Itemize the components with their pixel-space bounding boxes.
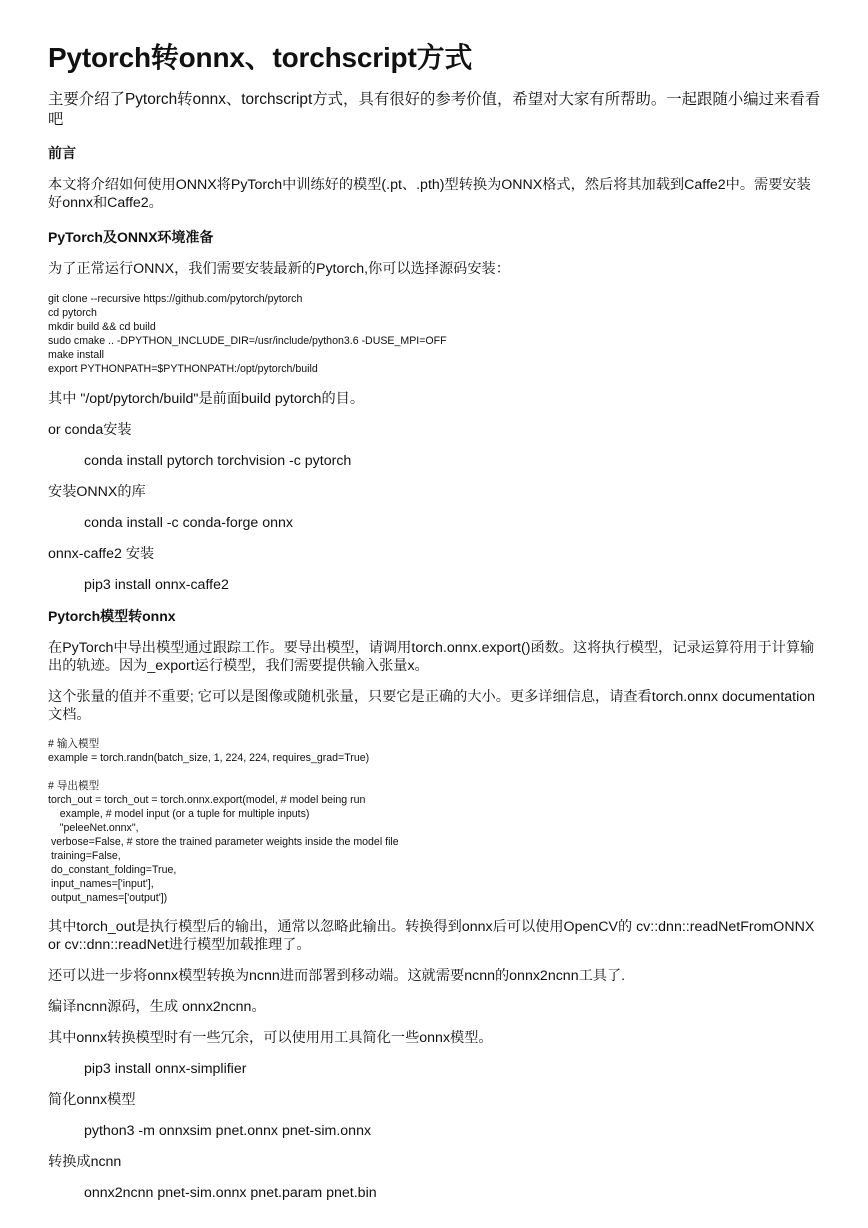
env-paragraph: 为了正常运行ONNX，我们需要安装最新的Pytorch,你可以选择源码安装： [48, 261, 510, 277]
page-title: Pytorch转onnx、torchscript方式 [48, 42, 473, 73]
conda-label: or conda安装 [48, 422, 132, 438]
build-note: 其中 "/opt/pytorch/build"是前面build pytorch的目。 [48, 391, 365, 407]
env-heading: PyTorch及ONNX环境准备 [48, 229, 214, 245]
after-paragraph-1: 其中torch_out是执行模型后的输出，通常以忽略此输出。转换得到onnx后可以使用OpenCV的 cv::dnn::readNetFromONNX or cv::dnn::readNet进行模型加载推理了。 [48, 919, 815, 953]
onnx-lib-label: 安装ONNX的库 [48, 484, 146, 500]
after-paragraph-2: 还可以进一步将onnx模型转换为ncnn进而部署到移动端。这就需要ncnn的onnx2ncnn工具了. [48, 968, 626, 984]
after-paragraph-4: 其中onnx转换模型时有一些冗余，可以使用用工具简化一些onnx模型。 [48, 1030, 493, 1046]
export-paragraph-1: 在PyTorch中导出模型通过跟踪工作。要导出模型，请调用torch.onnx.export()函数。这将执行模型，记录运算符用于计算输出的轨迹。因为_export运行模型，我们需要提供输入张量x。 [48, 640, 815, 674]
onnx-caffe2-command: pip3 install onnx-caffe2 [84, 577, 229, 593]
build-code-block: git clone --recursive https://github.com/pytorch/pytorch cd pytorch mkdir build && cd build sudo cmake .. -DPYTHON_INCLUDE_DIR=/usr/include/python3.6 -DUSE_MPI=OFF make install export PYTHONPATH=$PYTHONPATH:/opt/pytorch/build [48, 293, 447, 375]
article-body [48, 90, 823, 1202]
intro-paragraph: 主要介绍了Pytorch转onnx、torchscript方式，具有很好的参考价值，希望对大家有所帮助。一起跟随小编过来看看吧 [48, 91, 821, 128]
convert-label: 转换成ncnn [48, 1154, 122, 1170]
preface-heading: 前言 [48, 145, 76, 161]
export-paragraph-2: 这个张量的值并不重要; 它可以是图像或随机张量，只要它是正确的大小。更多详细信息，请查看torch.onnx documentation文档。 [48, 689, 816, 723]
preface-paragraph: 本文将介绍如何使用ONNX将PyTorch中训练好的模型(.pt、.pth)型转换为ONNX格式，然后将其加载到Caffe2中。需要安装好onnx和Caffe2。 [48, 177, 811, 211]
simplify-command: python3 -m onnxsim pnet.onnx pnet-sim.onnx [84, 1123, 372, 1139]
simplifier-install-command: pip3 install onnx-simplifier [84, 1061, 247, 1077]
onnx-caffe2-label: onnx-caffe2 安装 [48, 546, 155, 562]
export-heading: Pytorch模型转onnx [48, 608, 176, 624]
conda-command: conda install pytorch torchvision -c pytorch [84, 453, 352, 469]
onnx-lib-command: conda install -c conda-forge onnx [84, 515, 293, 531]
simplify-label: 简化onnx模型 [48, 1092, 136, 1108]
convert-command: onnx2ncnn pnet-sim.onnx pnet.param pnet.bin [84, 1185, 377, 1201]
export-code-block: # 输入模型 example = torch.randn(batch_size, 1, 224, 224, requires_grad=True) # 导出模型 torch_out = torch_out = torch.onnx.export(model, # model being run example, # model input (or a tuple for multiple inputs) "peleeNet.onnx", verbose=False, # store the trained parameter weights inside the model file training=False, do_constant_folding=True, input_names=['input'], output_names=['output']) [48, 738, 399, 904]
after-paragraph-3: 编译ncnn源码，生成 onnx2ncnn。 [48, 999, 266, 1015]
